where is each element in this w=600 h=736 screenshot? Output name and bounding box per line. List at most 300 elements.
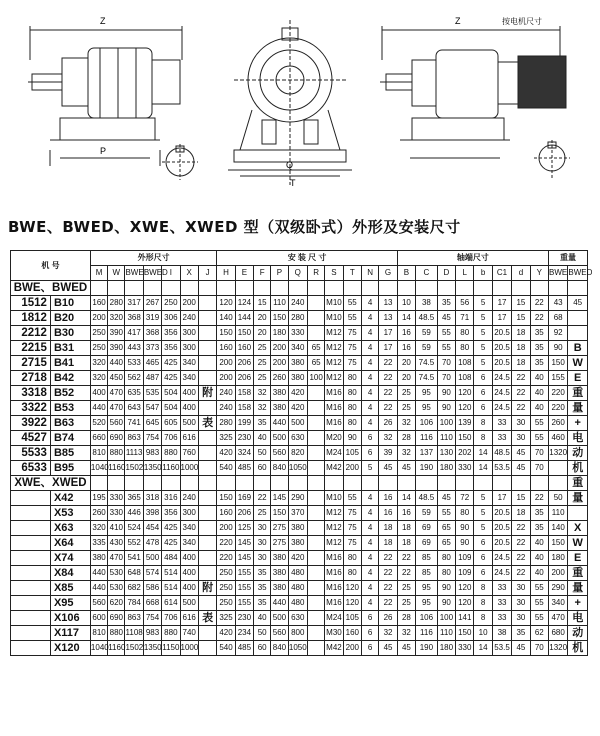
column-header: S	[325, 266, 343, 281]
table-row	[11, 521, 588, 536]
column-header: P	[271, 266, 288, 281]
j-note-cell	[198, 551, 216, 566]
table-cell: 195	[90, 491, 107, 506]
table-cell: 560	[108, 416, 125, 431]
column-header: N	[362, 266, 379, 281]
table-cell: M12	[325, 506, 343, 521]
table-cell: 504	[162, 386, 180, 401]
table-cell	[474, 476, 492, 491]
table-cell: 38	[416, 296, 438, 311]
table-cell: 275	[271, 536, 288, 551]
table-cell: 45	[397, 641, 415, 656]
table-cell: 110	[437, 626, 455, 641]
model-code: B30	[50, 326, 90, 341]
table-cell: 443	[125, 341, 143, 356]
table-cell: 92	[548, 326, 567, 341]
table-cell: 17	[379, 326, 398, 341]
table-cell: 4	[362, 536, 379, 551]
table-cell: 320	[90, 356, 107, 371]
table-cell	[108, 476, 125, 491]
model-number	[11, 536, 51, 551]
table-cell: 18	[397, 536, 415, 551]
table-cell: 22	[379, 596, 398, 611]
table-cell: 250	[90, 341, 107, 356]
table-cell: M16	[325, 596, 343, 611]
table-cell: 22	[379, 371, 398, 386]
table-cell: 541	[125, 551, 143, 566]
model-code: B63	[50, 416, 90, 431]
table-cell: 250	[90, 326, 107, 341]
model-code: B42	[50, 371, 90, 386]
model-number	[11, 551, 51, 566]
table-cell: 45	[379, 461, 398, 476]
table-cell: 25	[397, 596, 415, 611]
table-cell: 5	[474, 356, 492, 371]
table-cell: 22	[379, 551, 398, 566]
table-cell: 32	[379, 626, 398, 641]
table-cell: 25	[397, 581, 415, 596]
table-cell: 32	[397, 446, 415, 461]
table-cell: 80	[343, 551, 361, 566]
table-row	[11, 296, 588, 311]
table-cell	[308, 401, 325, 416]
table-cell: X	[568, 521, 588, 536]
label-p: P	[100, 146, 107, 156]
table-cell: 26	[379, 416, 398, 431]
table-cell: 30	[254, 521, 271, 536]
table-cell: 18	[379, 536, 398, 551]
table-cell: 22	[379, 566, 398, 581]
table-cell: W	[568, 356, 588, 371]
table-cell: 1050	[288, 641, 307, 656]
table-cell: 25	[397, 386, 415, 401]
table-cell: 59	[416, 506, 438, 521]
model-code: X42	[50, 491, 90, 506]
table-cell: 22	[512, 536, 530, 551]
table-cell	[308, 311, 325, 326]
table-cell: 105	[343, 446, 361, 461]
table-cell: 234	[235, 626, 253, 641]
table-cell: 16	[379, 506, 398, 521]
table-cell: 45	[512, 641, 530, 656]
table-cell: 800	[288, 626, 307, 641]
table-cell: 880	[162, 446, 180, 461]
table-cell	[568, 311, 588, 326]
table-cell: 45	[379, 641, 398, 656]
table-cell: 90	[437, 581, 455, 596]
table-cell: 重	[568, 476, 588, 491]
table-cell: 机	[568, 461, 588, 476]
table-cell: 5	[474, 521, 492, 536]
table-cell	[397, 281, 415, 296]
table-cell: 605	[162, 416, 180, 431]
table-cell	[308, 281, 325, 296]
table-cell	[235, 476, 253, 491]
table-cell: 470	[108, 386, 125, 401]
table-cell: 325	[217, 431, 235, 446]
table-cell: 17	[492, 491, 511, 506]
table-cell: 55	[530, 596, 548, 611]
table-cell: 80	[343, 401, 361, 416]
table-cell: 4	[362, 566, 379, 581]
table-cell: 200	[271, 341, 288, 356]
table-cell: 40	[530, 536, 548, 551]
model-code: X63	[50, 521, 90, 536]
technical-drawings	[0, 0, 600, 205]
table-cell: 90	[548, 341, 567, 356]
table-cell: 50	[254, 626, 271, 641]
j-note-cell	[198, 566, 216, 581]
table-cell: 180	[271, 326, 288, 341]
table-cell: 533	[125, 356, 143, 371]
j-note-cell	[198, 461, 216, 476]
table-cell: 150	[271, 311, 288, 326]
table-cell: 80	[456, 506, 474, 521]
j-note-cell	[198, 626, 216, 641]
table-cell	[90, 281, 107, 296]
table-cell	[198, 281, 216, 296]
table-row	[11, 596, 588, 611]
table-cell: 1050	[288, 461, 307, 476]
table-cell: 1502	[125, 461, 143, 476]
table-cell: 340	[288, 341, 307, 356]
j-note-cell	[198, 446, 216, 461]
table-cell: 880	[162, 626, 180, 641]
table-cell: 24.5	[492, 386, 511, 401]
table-cell: 390	[108, 326, 125, 341]
table-cell: 6	[474, 386, 492, 401]
table-body	[11, 251, 593, 656]
table-cell: 22	[530, 311, 548, 326]
table-cell: 110	[548, 506, 567, 521]
table-cell: 120	[456, 596, 474, 611]
table-cell	[288, 476, 307, 491]
table-cell: 60	[254, 461, 271, 476]
table-cell: 4	[362, 521, 379, 536]
outline-header: 外形尺寸	[90, 251, 216, 266]
table-cell: M12	[325, 341, 343, 356]
table-cell: 250	[217, 596, 235, 611]
table-cell: 30	[512, 431, 530, 446]
table-cell: 335	[90, 536, 107, 551]
model-number: 4527	[11, 431, 51, 446]
table-cell: 535	[143, 386, 161, 401]
table-cell: 75	[343, 356, 361, 371]
table-cell: 116	[416, 431, 438, 446]
table-cell	[568, 281, 588, 296]
table-cell	[308, 431, 325, 446]
table-cell: 5	[474, 341, 492, 356]
subheader-row	[11, 266, 588, 281]
model-number: 3922	[11, 416, 51, 431]
table-cell: 16	[379, 491, 398, 506]
table-cell: 24.5	[492, 566, 511, 581]
table-cell: 500	[271, 431, 288, 446]
table-cell	[362, 476, 379, 491]
table-cell: 400	[180, 386, 198, 401]
table-row	[11, 371, 588, 386]
model-number	[11, 566, 51, 581]
table-cell: 55	[437, 341, 455, 356]
table-cell	[416, 281, 438, 296]
weight-header: 重量	[548, 251, 587, 266]
table-cell: 863	[125, 431, 143, 446]
model-number: 3322	[11, 401, 51, 416]
column-header: b	[474, 266, 492, 281]
table-cell: 574	[143, 566, 161, 581]
table-cell: M16	[325, 566, 343, 581]
table-cell: 50	[254, 446, 271, 461]
table-cell: 202	[456, 446, 474, 461]
table-cell: 200	[90, 311, 107, 326]
table-cell: 32	[379, 431, 398, 446]
table-cell: 240	[180, 311, 198, 326]
table-cell: 150	[235, 326, 253, 341]
table-cell	[568, 326, 588, 341]
table-cell: 25	[397, 401, 415, 416]
table-cell: 机	[568, 641, 588, 656]
table-cell: 16	[397, 326, 415, 341]
column-header: BWE	[548, 266, 567, 281]
table-cell: 55	[530, 581, 548, 596]
table-cell: 983	[143, 446, 161, 461]
label-z-right: Z	[455, 16, 461, 26]
table-cell: 20.5	[492, 521, 511, 536]
table-cell: 33	[492, 431, 511, 446]
model-number	[11, 596, 51, 611]
j-note-cell	[198, 296, 216, 311]
table-row	[11, 566, 588, 581]
table-cell: 4	[362, 596, 379, 611]
table-cell: 33	[492, 416, 511, 431]
table-cell: 380	[90, 551, 107, 566]
table-cell: 230	[235, 611, 253, 626]
table-cell: B	[568, 341, 588, 356]
table-cell: 6	[474, 401, 492, 416]
table-cell: 35	[530, 356, 548, 371]
table-cell: M12	[325, 326, 343, 341]
table-cell: 55	[343, 296, 361, 311]
table-cell: 70	[437, 371, 455, 386]
table-cell: 275	[271, 521, 288, 536]
table-cell: 25	[254, 371, 271, 386]
table-cell: 24.5	[492, 371, 511, 386]
table-cell: 120	[343, 596, 361, 611]
table-cell: 250	[162, 296, 180, 311]
table-cell: 420	[217, 446, 235, 461]
table-cell: 155	[235, 566, 253, 581]
table-cell: M12	[325, 536, 343, 551]
table-cell	[437, 281, 455, 296]
table-cell: 380	[271, 386, 288, 401]
table-row	[11, 641, 588, 656]
column-header: C1	[492, 266, 511, 281]
table-cell: 80	[456, 326, 474, 341]
table-cell: 514	[162, 566, 180, 581]
table-cell: 552	[125, 536, 143, 551]
column-header: BWED	[568, 266, 588, 281]
table-cell: 20.5	[492, 356, 511, 371]
table-cell	[308, 596, 325, 611]
table-cell: 504	[162, 401, 180, 416]
table-cell	[548, 281, 567, 296]
model-number: 3318	[11, 386, 51, 401]
table-cell: 5	[474, 311, 492, 326]
model-code: B95	[50, 461, 90, 476]
table-cell: 380	[271, 581, 288, 596]
table-cell: 240	[217, 386, 235, 401]
table-cell: 4	[362, 416, 379, 431]
table-cell: 65	[437, 521, 455, 536]
table-cell: 706	[162, 611, 180, 626]
model-number	[11, 581, 51, 596]
table-cell: 20.5	[492, 326, 511, 341]
table-cell: 60	[254, 641, 271, 656]
table-cell	[437, 476, 455, 491]
table-cell	[530, 281, 548, 296]
table-cell: M12	[325, 356, 343, 371]
model-number	[11, 641, 51, 656]
column-header: L	[456, 266, 474, 281]
table-cell: 95	[416, 386, 438, 401]
table-cell: 75	[343, 506, 361, 521]
table-cell: 706	[162, 431, 180, 446]
table-cell: 4	[362, 311, 379, 326]
table-cell: 145	[235, 551, 253, 566]
table-cell: 547	[143, 401, 161, 416]
table-cell: 4	[362, 386, 379, 401]
table-row	[11, 581, 588, 596]
table-cell: 620	[108, 596, 125, 611]
table-cell: 40	[530, 371, 548, 386]
table-cell: 20	[254, 326, 271, 341]
table-cell: 110	[437, 431, 455, 446]
table-cell: 1160	[108, 641, 125, 656]
table-cell: 400	[180, 566, 198, 581]
column-header: C	[416, 266, 438, 281]
table-cell	[512, 281, 530, 296]
table-cell: 1113	[125, 446, 143, 461]
table-cell: 量	[568, 491, 588, 506]
model-number: 2215	[11, 341, 51, 356]
table-cell: 35	[254, 566, 271, 581]
table-cell: 59	[416, 326, 438, 341]
table-cell: 55	[343, 311, 361, 326]
table-cell: 15	[512, 491, 530, 506]
model-code: X53	[50, 506, 90, 521]
table-cell: 150	[456, 626, 474, 641]
table-cell: 145	[235, 536, 253, 551]
table-cell: 430	[108, 536, 125, 551]
table-cell: 365	[125, 491, 143, 506]
table-cell: 206	[235, 506, 253, 521]
table-cell: 90	[456, 536, 474, 551]
table-cell	[235, 281, 253, 296]
table-cell: 200	[343, 461, 361, 476]
model-code: X120	[50, 641, 90, 656]
table-cell: 80	[437, 551, 455, 566]
model-number	[11, 506, 51, 521]
table-cell: 6	[474, 551, 492, 566]
model-code: X64	[50, 536, 90, 551]
table-cell: 4	[362, 581, 379, 596]
table-cell: 330	[288, 326, 307, 341]
table-cell	[162, 281, 180, 296]
table-cell: 110	[271, 296, 288, 311]
table-cell: 320	[108, 311, 125, 326]
table-cell: 340	[180, 371, 198, 386]
table-cell: 1000	[180, 461, 198, 476]
header-row	[11, 251, 588, 266]
table-cell: 72	[456, 491, 474, 506]
table-cell: 330	[456, 641, 474, 656]
table-cell	[271, 281, 288, 296]
table-cell: 35	[530, 506, 548, 521]
table-cell: 160	[235, 341, 253, 356]
table-cell: 540	[217, 641, 235, 656]
j-note-cell	[198, 431, 216, 446]
table-cell	[548, 476, 567, 491]
table-cell	[180, 281, 198, 296]
table-cell: 20	[254, 311, 271, 326]
table-cell: 4	[362, 551, 379, 566]
table-cell	[568, 506, 588, 521]
table-cell: 95	[416, 581, 438, 596]
table-cell: 22	[512, 371, 530, 386]
table-cell: 48.5	[416, 491, 438, 506]
table-cell: 446	[125, 506, 143, 521]
table-cell: 45	[568, 296, 588, 311]
shaft-header: 轴端尺寸	[397, 251, 548, 266]
table-cell: 180	[437, 461, 455, 476]
table-cell: 5	[474, 506, 492, 521]
table-cell	[308, 491, 325, 506]
table-cell: 1350	[143, 461, 161, 476]
table-cell: 22	[379, 581, 398, 596]
table-cell: 150	[456, 431, 474, 446]
table-row	[11, 611, 588, 626]
table-cell: 22	[379, 386, 398, 401]
table-cell: 16	[397, 506, 415, 521]
table-cell: 74.5	[416, 371, 438, 386]
table-cell: 20	[397, 371, 415, 386]
model-code: X117	[50, 626, 90, 641]
table-cell: 280	[108, 296, 125, 311]
table-cell: M16	[325, 581, 343, 596]
table-cell: 480	[288, 596, 307, 611]
table-cell: 69	[416, 521, 438, 536]
table-cell: 16	[397, 341, 415, 356]
table-cell: 200	[217, 521, 235, 536]
table-cell: 109	[456, 551, 474, 566]
table-cell: 560	[271, 446, 288, 461]
model-code: X106	[50, 611, 90, 626]
table-cell: 330	[108, 491, 125, 506]
table-cell: 100	[437, 611, 455, 626]
table-cell: 18	[512, 356, 530, 371]
column-header: J	[198, 266, 216, 281]
table-cell: 616	[180, 431, 198, 446]
table-cell: 35	[530, 326, 548, 341]
table-cell: 1108	[125, 626, 143, 641]
table-cell: 398	[143, 506, 161, 521]
table-cell: 380	[288, 356, 307, 371]
table-cell: 741	[125, 416, 143, 431]
table-cell: 478	[143, 536, 161, 551]
table-cell: 190	[416, 461, 438, 476]
table-cell: 540	[217, 461, 235, 476]
table-cell: 6	[362, 641, 379, 656]
